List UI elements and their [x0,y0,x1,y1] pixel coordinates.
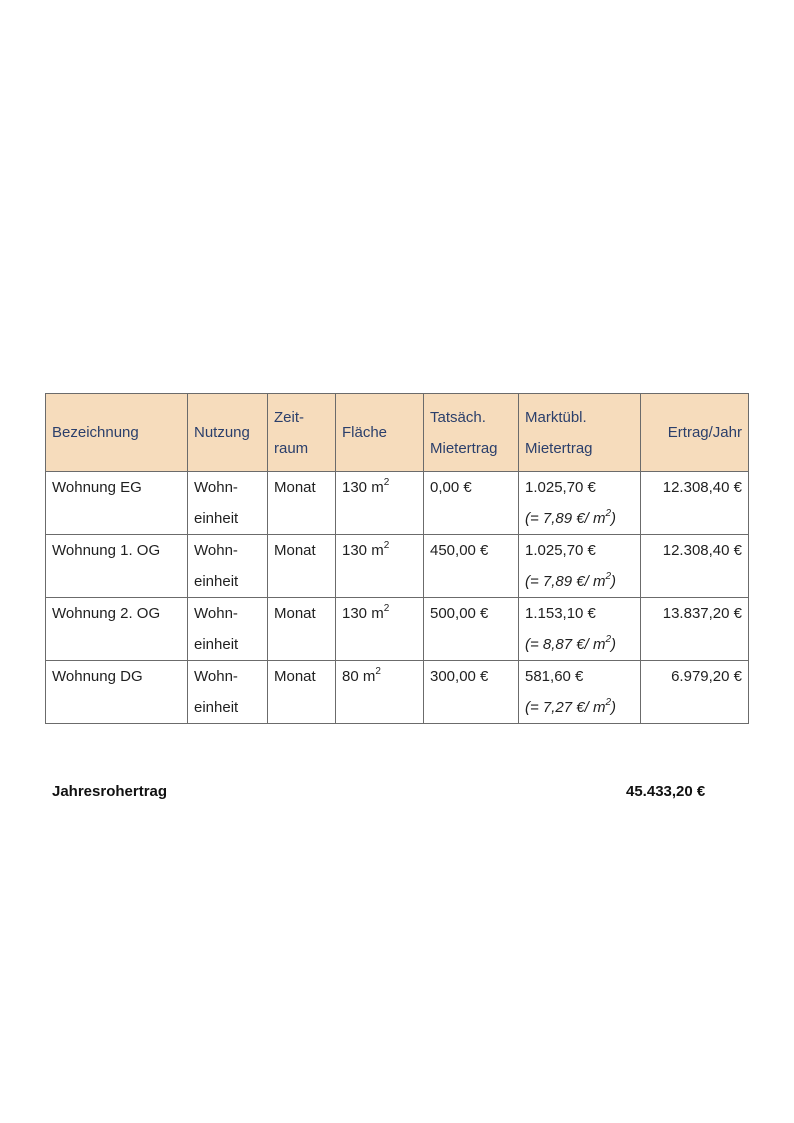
cell-tatsaechlich: 0,00 € [424,472,519,535]
cell-line: Wohn- [194,605,238,622]
header-line: Ertrag/Jahr [667,424,742,441]
marktueblich-value: 1.153,10 € [525,605,596,622]
per-sqm-prefix: (= 7,89 €/ m [525,573,606,590]
cell-line: Wohn- [194,668,238,685]
header-line: Tatsäch. [430,408,486,426]
summary-value: 45.433,20 € [626,783,706,800]
flaeche-value: 130 m [342,479,384,496]
cell-flaeche [336,661,424,724]
cell-line: Wohn- [194,479,238,496]
cell-ertrag: 13.837,20 € [641,598,749,661]
cell-marktueblich [519,598,641,661]
marktueblich-value: 581,60 € [525,668,584,685]
cell-marktueblich [519,472,641,535]
per-sqm-prefix: (= 8,87 €/ m [525,636,606,653]
cell-bezeichnung: Wohnung DG [46,661,188,724]
marktueblich-value: 1.025,70 € [525,542,596,559]
cell-line: einheit [194,699,239,716]
marktueblich-per-sqm [525,692,634,723]
summary-label: Jahresrohertrag [52,783,168,800]
cell-tatsaechlich: 450,00 € [424,535,519,598]
header-line: Mietertrag [525,439,593,457]
cell-bezeichnung: Wohnung 1. OG [46,535,188,598]
table-row [46,661,749,724]
table-body [46,472,749,724]
cell-line: einheit [194,573,239,590]
cell-nutzung [188,472,268,535]
header-line: Marktübl. [525,408,587,426]
per-sqm-prefix: (= 7,89 €/ m [525,510,606,527]
cell-zeitraum: Monat [268,472,336,535]
cell-nutzung [188,535,268,598]
cell-line: einheit [194,510,239,527]
cell-zeitraum: Monat [268,661,336,724]
per-sqm-exponent: 2 [605,697,612,708]
header-nutzung [188,394,268,472]
header-marktueblich [519,394,641,472]
per-sqm-exponent: 2 [605,634,612,645]
marktueblich-per-sqm [525,629,634,660]
header-line: Fläche [342,424,388,441]
cell-zeitraum: Monat [268,598,336,661]
flaeche-value: 130 m [342,605,384,622]
cell-nutzung [188,598,268,661]
header-line: Zeit- [274,408,304,426]
marktueblich-per-sqm [525,503,634,534]
flaeche-exponent: 2 [383,540,390,551]
header-tatsaechlich [424,394,519,472]
cell-marktueblich [519,661,641,724]
cell-nutzung [188,661,268,724]
table-row [46,472,749,535]
per-sqm-exponent: 2 [605,571,612,582]
cell-marktueblich [519,535,641,598]
flaeche-exponent: 2 [375,666,381,677]
cell-flaeche [336,535,424,598]
cell-tatsaechlich: 300,00 € [424,661,519,724]
flaeche-exponent: 2 [383,477,390,488]
cell-tatsaechlich: 500,00 € [424,598,519,661]
per-sqm-suffix: ) [611,573,617,590]
cell-zeitraum: Monat [268,535,336,598]
cell-flaeche [336,598,424,661]
per-sqm-suffix: ) [611,510,617,527]
header-line: raum [274,439,309,457]
cell-ertrag: 6.979,20 € [641,661,749,724]
cell-flaeche [336,472,424,535]
header-ertrag [641,394,749,472]
header-line: Mietertrag [430,439,498,457]
per-sqm-suffix: ) [611,699,617,716]
header-zeitraum [268,394,336,472]
marktueblich-value: 1.025,70 € [525,479,596,496]
cell-ertrag: 12.308,40 € [641,535,749,598]
per-sqm-suffix: ) [611,636,617,653]
marktueblich-per-sqm [525,566,634,597]
rent-table [45,393,749,724]
header-line: Nutzung [194,424,250,441]
flaeche-exponent: 2 [383,603,390,614]
per-sqm-exponent: 2 [605,508,612,519]
table-row [46,598,749,661]
header-bezeichnung [46,394,188,472]
flaeche-value: 80 m [342,668,376,685]
cell-ertrag: 12.308,40 € [641,472,749,535]
per-sqm-prefix: (= 7,27 €/ m [525,699,606,716]
header-line: Bezeichnung [52,424,139,441]
cell-line: einheit [194,636,239,653]
header-row [46,394,749,472]
table-header [46,394,749,472]
header-flaeche [336,394,424,472]
cell-line: Wohn- [194,542,238,559]
flaeche-value: 130 m [342,542,384,559]
cell-bezeichnung: Wohnung 2. OG [46,598,188,661]
table-row [46,535,749,598]
cell-bezeichnung: Wohnung EG [46,472,188,535]
